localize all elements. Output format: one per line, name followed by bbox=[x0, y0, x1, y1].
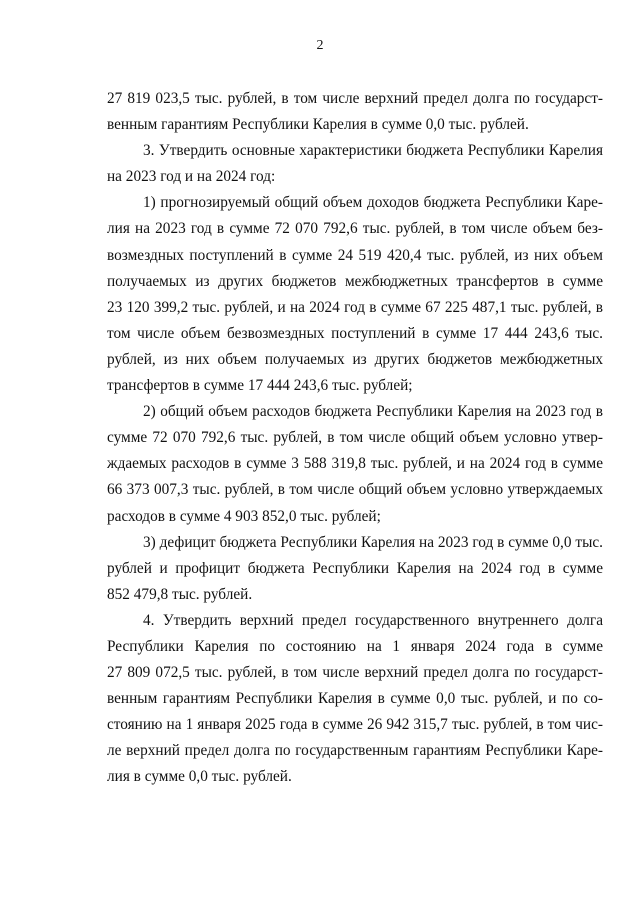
text-line: венным гарантиям Республики Карелия в сумме 0,0 тыс. рублей, и по со- bbox=[107, 690, 603, 708]
text-line: 27 809 072,5 тыс. рублей, в том числе верхний предел долга по государст- bbox=[107, 664, 603, 682]
text-line: расходов в сумме 4 903 852,0 тыс. рублей; bbox=[107, 507, 381, 525]
text-line: ждаемых расходов в сумме 3 588 319,8 тыс. рублей, и на 2024 год в сумме bbox=[107, 455, 603, 473]
text-line: стоянию на 1 января 2025 года в сумме 26 942 315,7 тыс. рублей, в том чис- bbox=[107, 716, 603, 734]
text-line: рублей и профицит бюджета Республики Карелия на 2024 год в сумме bbox=[107, 559, 603, 577]
page-number: 2 bbox=[316, 38, 324, 53]
text-line: лия в сумме 0,0 тыс. рублей. bbox=[107, 768, 292, 786]
text-line: 852 479,8 тыс. рублей. bbox=[107, 585, 253, 603]
text-line: 27 819 023,5 тыс. рублей, в том числе верхний предел долга по государст- bbox=[107, 90, 603, 107]
text-line: на 2023 год и на 2024 год: bbox=[107, 168, 276, 186]
document-body bbox=[107, 86, 603, 791]
text-line: сумме 72 070 792,6 тыс. рублей, в том числе общий объем условно утвер- bbox=[107, 429, 603, 447]
text-line: 4. Утвердить верхний предел государственного внутреннего долга bbox=[143, 611, 603, 629]
text-line: венным гарантиям Республики Карелия в сумме 0,0 тыс. рублей. bbox=[107, 116, 529, 134]
text-line: трансфертов в сумме 17 444 243,6 тыс. рублей; bbox=[107, 377, 413, 395]
text-line: получаемых из других бюджетов межбюджетных трансфертов в сумме bbox=[107, 272, 603, 290]
text-line: лия на 2023 год в сумме 72 070 792,6 тыс. рублей, в том числе объем без- bbox=[107, 220, 603, 238]
text-line: 66 373 007,3 тыс. рублей, в том числе общий объем условно утверждаемых bbox=[107, 481, 603, 499]
text-line: ле верхний предел долга по государственным гарантиям Республики Каре- bbox=[107, 742, 603, 760]
text-line: том числе объем безвозмездных поступлений в сумме 17 444 243,6 тыс. bbox=[107, 324, 603, 342]
text-line: 1) прогнозируемый общий объем доходов бюджета Республики Каре- bbox=[143, 194, 603, 212]
text-line: Республики Карелия по состоянию на 1 января 2024 года в сумме bbox=[107, 637, 603, 655]
text-line: рублей, из них объем получаемых из других бюджетов межбюджетных bbox=[107, 350, 603, 368]
text-line: 23 120 399,2 тыс. рублей, и на 2024 год в сумме 67 225 487,1 тыс. рублей, в bbox=[107, 298, 603, 316]
text-line: 3. Утвердить основные характеристики бюджета Республики Карелия bbox=[143, 142, 603, 160]
text-line: 3) дефицит бюджета Республики Карелия на 2023 год в сумме 0,0 тыс. bbox=[143, 533, 603, 551]
text-line: 2) общий объем расходов бюджета Республики Карелия на 2023 год в bbox=[143, 403, 603, 421]
text-line: возмездных поступлений в сумме 24 519 420,4 тыс. рублей, из них объем bbox=[107, 246, 603, 264]
